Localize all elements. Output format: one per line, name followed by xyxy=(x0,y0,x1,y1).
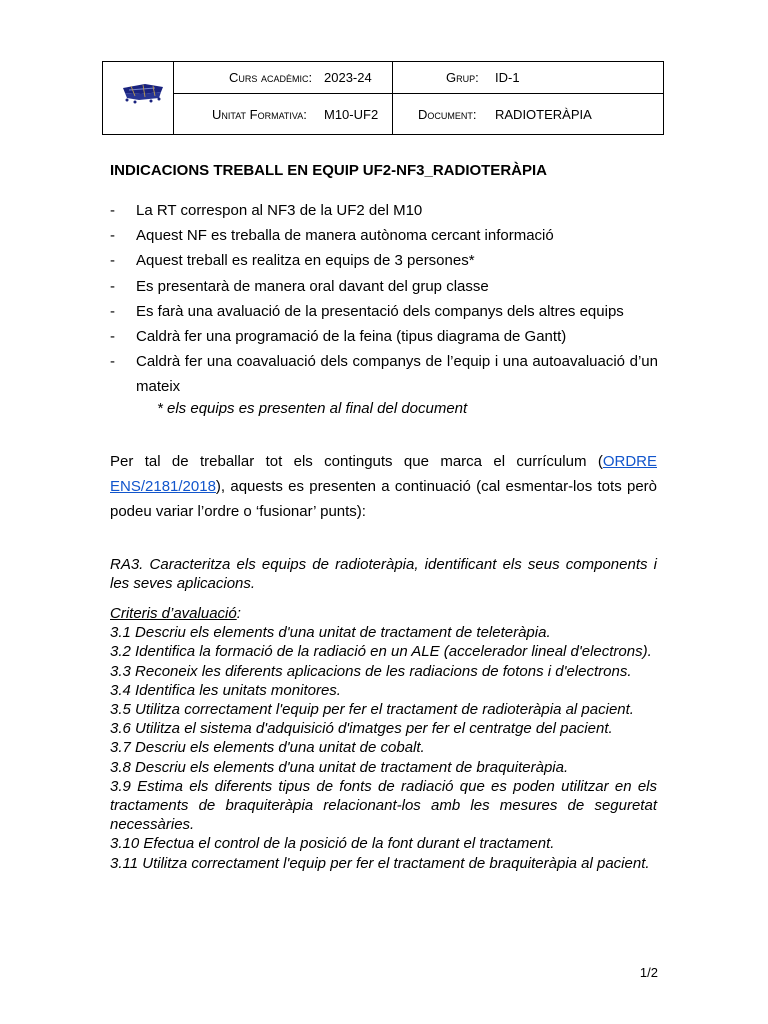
dash-bullet: - xyxy=(110,252,115,270)
document-title: INDICACIONS TREBALL EN EQUIP UF2-NF3_RADIOTERÀPIA xyxy=(110,162,547,179)
document-value: RADIOTERÀPIA xyxy=(495,107,592,122)
list-item: - La RT correspon al NF3 de la UF2 del M10 xyxy=(110,198,658,223)
criteria-item: 3.1 Descriu els elements d'una unitat de tractament de teleteràpia. xyxy=(110,624,551,642)
criteria-item: 3.4 Identifica les unitats monitores. xyxy=(110,681,341,699)
dash-bullet: - xyxy=(110,277,115,295)
list-item: - Es farà una avaluació de la presentació dels companys dels altres equips xyxy=(110,299,658,324)
list-item: - Es presentarà de manera oral davant del grup classe xyxy=(110,274,658,299)
header-divider xyxy=(173,62,174,134)
criteria-item: 3.8 Descriu els elements d'una unitat de tractament de braquiteràpia. xyxy=(110,758,569,776)
unitat-value: M10-UF2 xyxy=(324,107,379,122)
criteria-item: 3.7 Descriu els elements d'una unitat de cobalt. xyxy=(110,739,425,757)
ra3-statement: RA3. Caracteritza els equips de radioteràpia, identificant els seus components i les seves aplicacions. xyxy=(110,556,657,593)
dash-bullet: - xyxy=(110,328,115,346)
header-divider xyxy=(392,62,393,134)
criteria-section: Criteris d’avaluació: 3.1 Descriu els elements d'una unitat de tractament de teleteràpia. 3.2 Identifica la formació de la radiació en un ALE (accelerador lineal d'electrons). 3.3 Reconeix les diferents aplicacions de les radiacions de fotons i d'electrons. 3.4 Identifica les unitats monitores. 3.5 Utilitza correctament l'equip per fer el tractament de radioteràpia al pacient. 3.6 Utilitza el sistema d'adquisició d'imatges per fer el centratge del pacient. 3.7 Descriu els elements d'una unitat de cobalt. 3.8 Descriu els elements d'una unitat de tractament de braquiteràpia. 3.9 Estima els diferents tipus de fonts de radiació que es poden utilitzar en els tractaments de braquiteràpia relacionant-los amb les mesures de seguretat necessàries. 3.10 Efectua el control de la posició de la font durant el tractament. 3.11 Utilitza correctament l'equip per fer el tractament de braquiteràpia al pacient. xyxy=(110,605,657,872)
criteria-item: 3.9 Estima els diferents tipus de fonts de radiació que es poden utilitzar en els tractaments de braquiteràpia relacionant-los amb les mesures de seguretat necessàries. xyxy=(110,777,657,834)
list-item: - Caldrà fer una coavaluació dels companys de l’equip i una autoavaluació d’un mateix xyxy=(110,349,658,399)
criteria-item: 3.5 Utilitza correctament l'equip per fer el tractament de radioteràpia al pacient. xyxy=(110,701,634,719)
document-header-table xyxy=(102,61,664,135)
teams-note: * els equips es presenten al final del document xyxy=(157,400,468,417)
criteria-item: 3.10 Efectua el control de la posició de la font durant el tractament. xyxy=(110,835,555,853)
unitat-label: Unitat Formativa: xyxy=(212,107,307,122)
school-logo-icon xyxy=(121,82,165,104)
list-item: - Aquest NF es treballa de manera autònoma cercant informació xyxy=(110,223,658,248)
criteria-item: 3.11 Utilitza correctament l'equip per fer el tractament de braquiteràpia al pacient. xyxy=(110,854,650,872)
page-number: 1/2 xyxy=(639,965,658,980)
header-divider xyxy=(173,93,663,94)
ordre-link[interactable]: ORDRE ENS/2181/2018 xyxy=(110,453,657,496)
dash-bullet: - xyxy=(110,302,115,320)
curs-label: Curs acadèmic: xyxy=(229,70,313,85)
instructions-list xyxy=(110,198,658,400)
curs-value: 2023-24 xyxy=(324,70,372,85)
dash-bullet: - xyxy=(110,202,115,219)
criteria-item: 3.3 Reconeix les diferents aplicacions de les radiacions de fotons i d'electrons. xyxy=(110,662,632,680)
dash-bullet: - xyxy=(110,353,115,371)
dash-bullet: - xyxy=(110,227,115,245)
document-label: Document: xyxy=(418,107,477,122)
intro-paragraph: Per tal de treballar tot els continguts que marca el currículum (ORDRE ENS/2181/2018), aquests es presenten a continuació (cal esmentar-los tots però podeu variar l’ordre o ‘fusionar’ punts): xyxy=(110,453,657,521)
list-item: - Aquest treball es realitza en equips de 3 persones* xyxy=(110,248,658,273)
grup-value: ID-1 xyxy=(495,70,520,85)
list-item: - Caldrà fer una programació de la feina (tipus diagrama de Gantt) xyxy=(110,324,658,349)
grup-label: Grup: xyxy=(446,70,479,85)
criteria-item: 3.6 Utilitza el sistema d'adquisició d'imatges per fer el centratge del pacient. xyxy=(110,720,613,738)
criteria-heading: Criteris d’avaluació xyxy=(110,605,237,622)
criteria-item: 3.2 Identifica la formació de la radiació en un ALE (accelerador lineal d'electrons). xyxy=(110,643,652,661)
